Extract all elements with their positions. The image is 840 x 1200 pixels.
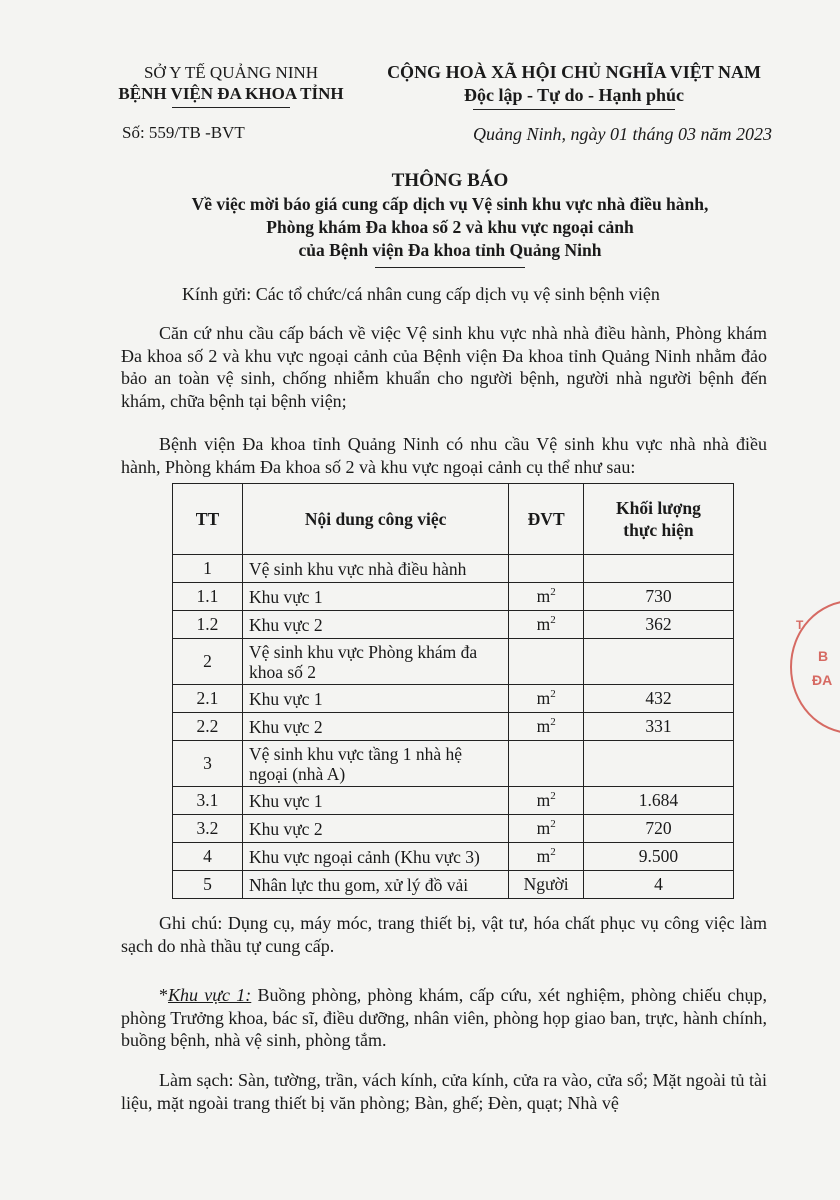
notice-heading: THÔNG BÁO [391, 170, 509, 191]
header-content: Nội dung công việc [242, 484, 508, 555]
title-underline [375, 267, 525, 268]
cell-quantity: 730 [583, 583, 733, 611]
cell-tt: 3.2 [173, 815, 243, 843]
stamp-letter-da: ĐA [812, 672, 833, 688]
notice-title [120, 169, 780, 268]
cell-tt: 5 [173, 871, 243, 899]
cell-quantity [583, 639, 733, 685]
stamp-letter-b: B [818, 648, 829, 664]
cell-unit: Người [509, 871, 583, 899]
cell-unit [509, 639, 583, 685]
cell-quantity: 362 [583, 611, 733, 639]
paragraph-requirement-text: Bệnh viện Đa khoa tỉnh Quảng Ninh có nhu cầu Vệ sinh khu vực nhà nhà điều hành, Phòng khám Đa khoa số 2 và khu vực ngoại cảnh cụ thể như sau: [121, 434, 767, 477]
cell-quantity [583, 741, 733, 787]
cell-quantity: 331 [583, 713, 733, 741]
cell-content: Vệ sinh khu vực tầng 1 nhà hệ ngoại (nhà A) [242, 741, 508, 787]
cell-content: Khu vực 1 [242, 787, 508, 815]
country-name: CỘNG HOÀ XÃ HỘI CHỦ NGHĨA VIỆT NAM [387, 62, 761, 82]
table-row [173, 787, 734, 815]
header-quantity-line1: Khối lượng [616, 498, 701, 518]
cell-quantity: 9.500 [583, 843, 733, 871]
cell-quantity: 432 [583, 685, 733, 713]
cell-tt: 3.1 [173, 787, 243, 815]
area1-paragraph: *Khu vực 1: Buồng phòng, phòng khám, cấp cứu, xét nghiệm, phòng chiếu chụp, phòng Trưởng khoa, bác sĩ, điều dưỡng, nhân viên, phòng họp giao ban, trực, hành chính, buồng bệnh, nhà vệ sinh, phòng tắm. [121, 985, 768, 1050]
table-row [173, 685, 734, 713]
cell-content: Nhân lực thu gom, xử lý đồ vải [242, 871, 508, 899]
table-row [173, 871, 734, 899]
cell-content: Khu vực 2 [242, 815, 508, 843]
national-motto: Độc lập - Tự do - Hạnh phúc [463, 85, 685, 105]
work-volume-table [172, 483, 734, 899]
document-number: Số: 559/TB -BVT [122, 123, 245, 142]
area1-text: Buồng phòng, phòng khám, cấp cứu, xét nghiệm, phòng chiếu chụp, phòng Trưởng khoa, bác sĩ, điều dưỡng, nhân viên, phòng họp giao ban, trực, hành chính, buồng bệnh, nhà vệ sinh, phòng tắm. [121, 985, 768, 1050]
cell-content: Vệ sinh khu vực nhà điều hành [242, 555, 508, 583]
table-row [173, 843, 734, 871]
table-header-row [173, 484, 734, 555]
cell-content: Khu vực 1 [242, 685, 508, 713]
note-paragraph [121, 912, 767, 957]
notice-subject-line1: Về việc mời báo giá cung cấp dịch vụ Vệ sinh khu vực nhà điều hành, [191, 194, 709, 214]
table-row [173, 555, 734, 583]
cell-content: Vệ sinh khu vực Phòng khám đa khoa số 2 [242, 639, 508, 685]
issuer-department: SỞ Y TẾ QUẢNG NINH [143, 63, 319, 82]
issuer-header [96, 62, 366, 108]
cell-unit: $m^2$ [509, 611, 583, 639]
motto-underline [473, 109, 675, 110]
cell-quantity [583, 555, 733, 583]
paragraph-basis-text: Căn cứ nhu cầu cấp bách về việc Vệ sinh khu vực nhà nhà điều hành, Phòng khám Đa khoa số 2 và khu vực ngoại cảnh của Bệnh viện Đa khoa tỉnh Quảng Ninh nhằm đảo bảo an toàn vệ sinh, chống nhiễm khuẩn cho người bệnh, người nhà người bệnh đến khám, chữa bệnh tại bệnh viện; [121, 323, 767, 411]
table-row [173, 583, 734, 611]
cell-tt: 1.1 [173, 583, 243, 611]
cell-tt: 1.2 [173, 611, 243, 639]
cell-content: Khu vực 2 [242, 713, 508, 741]
cell-unit: $m^2$ [509, 713, 583, 741]
cell-unit: $m^2$ [509, 583, 583, 611]
stamp-letter-t: T [796, 618, 804, 632]
cell-unit: $m^2$ [509, 815, 583, 843]
cleaning-text: Làm sạch: Sàn, tường, trần, vách kính, cửa kính, cửa ra vào, cửa sổ; Mặt ngoài tủ tài liệu, mặt ngoài trang thiết bị văn phòng; Bàn, ghế; Đèn, quạt; Nhà vệ [121, 1070, 767, 1113]
cell-unit: $m^2$ [509, 843, 583, 871]
cell-quantity: 4 [583, 871, 733, 899]
header-tt: TT [173, 484, 243, 555]
cell-tt: 2.2 [173, 713, 243, 741]
table-row [173, 639, 734, 685]
cell-unit [509, 555, 583, 583]
table-row [173, 741, 734, 787]
cell-content: Khu vực ngoại cảnh (Khu vực 3) [242, 843, 508, 871]
issuer-underline [172, 107, 290, 108]
cell-tt: 3 [173, 741, 243, 787]
cell-quantity: 1.684 [583, 787, 733, 815]
table-row [173, 611, 734, 639]
header-quantity [583, 484, 733, 555]
issuer-hospital: BỆNH VIỆN ĐA KHOA TỈNH [118, 84, 344, 103]
cell-unit: $m^2$ [509, 685, 583, 713]
cell-unit: $m^2$ [509, 787, 583, 815]
notice-subject-line3: của Bệnh viện Đa khoa tỉnh Quảng Ninh [298, 240, 602, 260]
paragraph-requirement [121, 433, 767, 478]
cell-content: Khu vực 2 [242, 611, 508, 639]
table-row [173, 713, 734, 741]
cell-quantity: 720 [583, 815, 733, 843]
cleaning-paragraph [121, 1069, 767, 1114]
national-header [372, 62, 776, 110]
paragraph-basis [121, 322, 767, 412]
header-quantity-line2: thực hiện [623, 520, 694, 540]
hospital-stamp [790, 600, 840, 734]
header-unit: ĐVT [509, 484, 583, 555]
cell-tt: 2 [173, 639, 243, 685]
cell-tt: 4 [173, 843, 243, 871]
cell-content: Khu vực 1 [242, 583, 508, 611]
recipient-line: Kính gửi: Các tổ chức/cá nhân cung cấp dịch vụ vệ sinh bệnh viện [182, 284, 660, 304]
note-text: Ghi chú: Dụng cụ, máy móc, trang thiết bị, vật tư, hóa chất phục vụ công việc làm sạch do nhà thầu tự cung cấp. [121, 913, 767, 956]
cell-tt: 1 [173, 555, 243, 583]
area1-label: Khu vực 1: [168, 985, 252, 1005]
cell-unit [509, 741, 583, 787]
table-row [173, 815, 734, 843]
document-date: Quảng Ninh, ngày 01 tháng 03 năm 2023 [473, 124, 772, 144]
notice-subject-line2: Phòng khám Đa khoa số 2 và khu vực ngoại cảnh [266, 217, 634, 237]
cell-tt: 2.1 [173, 685, 243, 713]
